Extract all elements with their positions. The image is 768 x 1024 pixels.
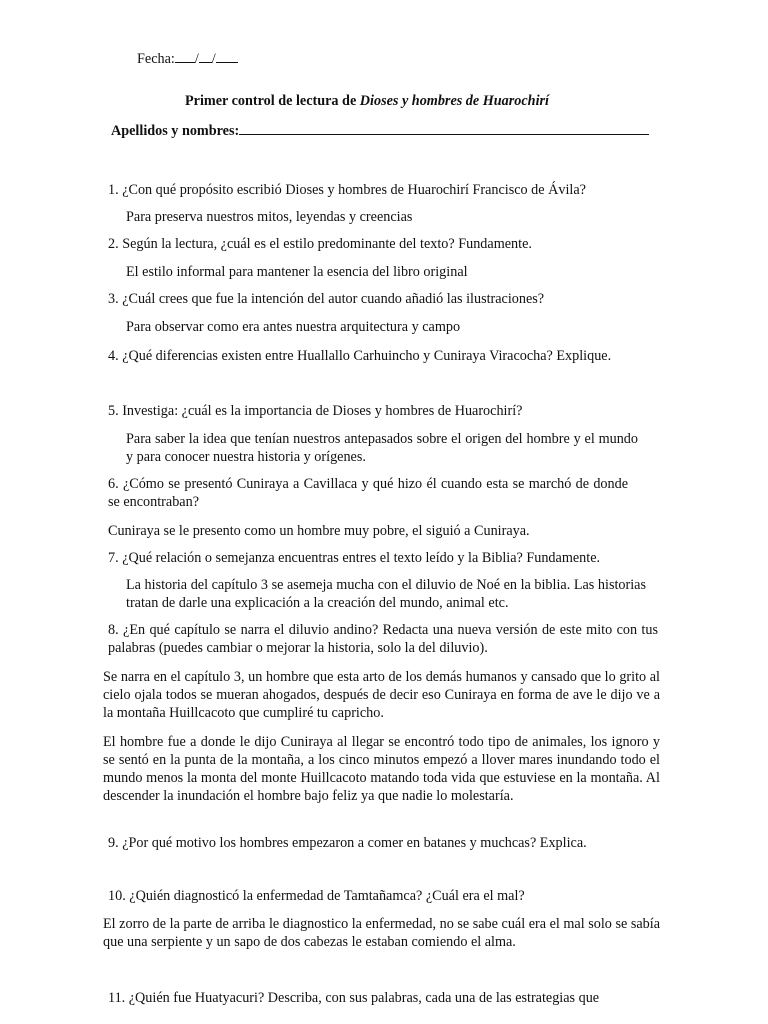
question-6: 6. ¿Cómo se presentó Cuniraya a Cavillaca y qué hizo él cuando esta se marchó de donde se encontraban? [108,476,628,510]
question-7: 7. ¿Qué relación o semejanza encuentras entres el texto leído y la Biblia? Fundamente. [108,550,601,566]
question-2: 2. Según la lectura, ¿cuál es el estilo predominante del texto? Fundamente. [108,236,532,252]
question-9: 9. ¿Por qué motivo los hombres empezaron a comer en batanes y muchcas? Explica. [108,835,587,851]
names-field [111,121,649,140]
answer-1: Para preserva nuestros mitos, leyendas y creencias [126,209,413,225]
question-4: 4. ¿Qué diferencias existen entre Huallallo Carhuincho y Cuniraya Viracocha? Explique. [108,348,612,364]
date-day-blank[interactable] [175,49,195,63]
date-label: Fecha: [137,51,175,67]
date-separator: / [194,51,199,67]
answer-8-paragraph-1: Se narra en el capítulo 3, un hombre que esta arto de los demás humanos y cansado que lo grito al cielo ojala todos se mueran ahogados, después de decir eso Cuniraya en forma de ave le dijo ve a la montaña Huillcacoto que cumpliré tu capricho. [103,669,660,721]
date-field [137,49,238,68]
title-prefix: Primer control de lectura de [185,93,360,109]
question-11: 11. ¿Quién fue Huatyacuri? Describa, con sus palabras, cada una de las estrategias que [108,990,600,1006]
date-month-blank[interactable] [199,49,212,63]
answer-10: El zorro de la parte de arriba le diagnostico la enfermedad, no se sabe cuál era el mal solo se sabía que una serpiente y un sapo de dos cabezas le estaban comiendo el alma. [103,916,660,950]
question-1: 1. ¿Con qué propósito escribió Dioses y hombres de Huarochirí Francisco de Ávila? [108,182,586,198]
answer-3: Para observar como era antes nuestra arquitectura y campo [126,319,461,335]
date-separator: / [211,51,216,67]
answer-2: El estilo informal para mantener la esencia del libro original [126,264,468,280]
names-blank[interactable] [239,121,649,135]
answer-5: Para saber la idea que tenían nuestros antepasados sobre el origen del hombre y el mundo y para conocer nuestra historia y orígenes. [126,431,638,465]
title-book: Dioses y hombres de Huarochirí [359,93,549,109]
question-8: 8. ¿En qué capítulo se narra el diluvio andino? Redacta una nueva versión de este mito con tus palabras (puedes cambiar o mejorar la historia, solo la del diluvio). [108,622,658,656]
answer-7: La historia del capítulo 3 se asemeja mucha con el diluvio de Noé en la biblia. Las historias tratan de darle una explicación a la creación del mundo, animal etc. [126,577,646,611]
question-5: 5. Investiga: ¿cuál es la importancia de Dioses y hombres de Huarochirí? [108,403,523,419]
date-year-blank[interactable] [216,49,238,63]
page-title [185,92,549,110]
answer-8-paragraph-2: El hombre fue a donde le dijo Cuniraya al llegar se encontró todo tipo de animales, los ignoro y se sentó en la punta de la montaña, a los cinco minutos empezó a llover mares inundando todo el mundo menos la monta del monte Huillcacoto matando toda vida que estuviese en la montaña. Al descender la inundación el hombre bajo feliz ya que nadie lo molestaría. [103,734,660,804]
answer-6: Cuniraya se le presento como un hombre muy pobre, el siguió a Cuniraya. [108,523,530,539]
question-3: 3. ¿Cuál crees que fue la intención del autor cuando añadió las ilustraciones? [108,291,545,307]
names-label: Apellidos y nombres: [111,123,240,139]
question-10: 10. ¿Quién diagnosticó la enfermedad de Tamtañamca? ¿Cuál era el mal? [108,888,525,904]
